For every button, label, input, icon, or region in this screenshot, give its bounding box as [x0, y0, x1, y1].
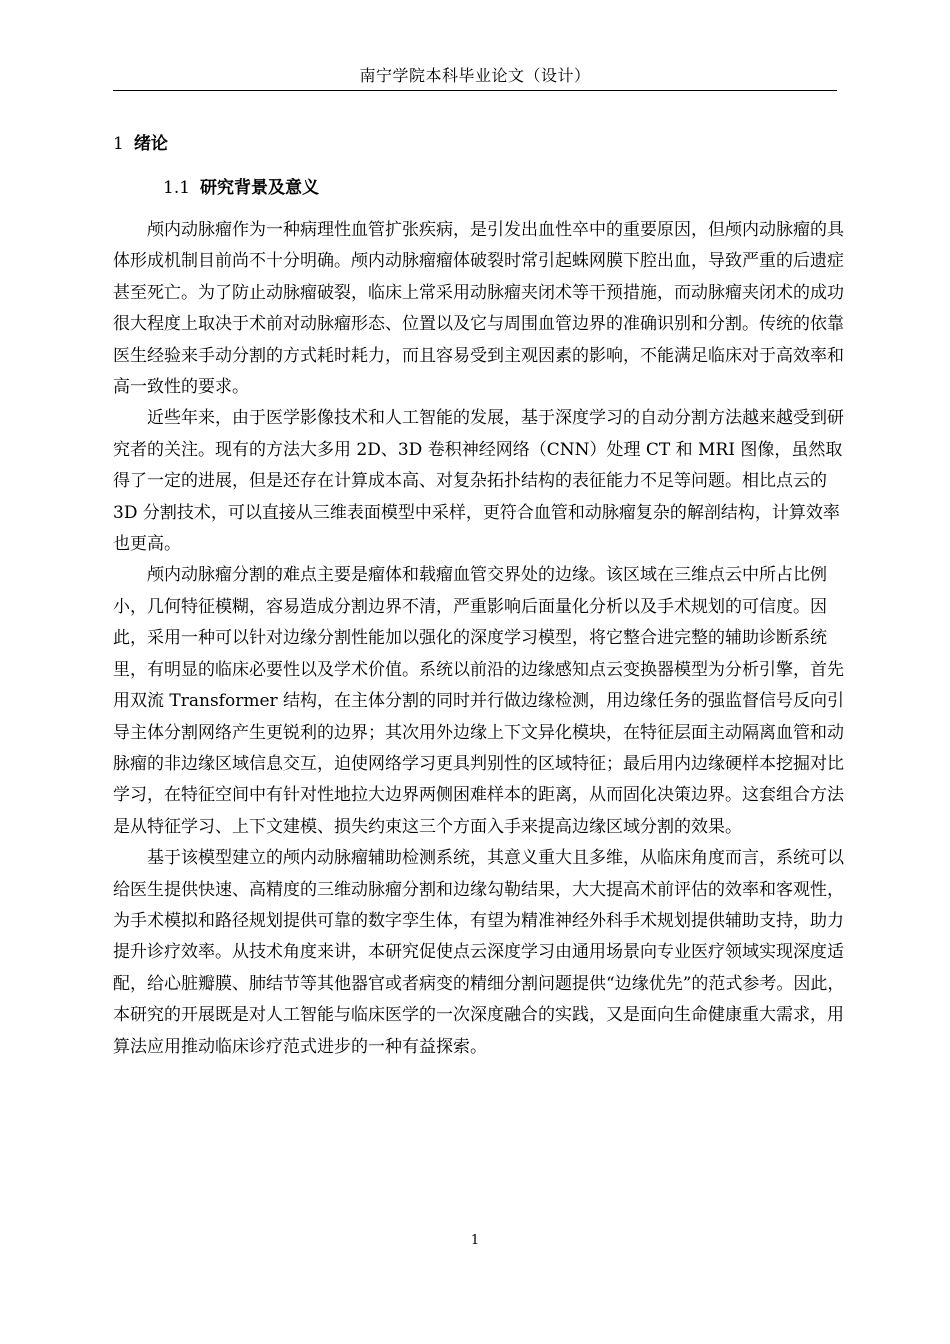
chapter-title: 绪论	[133, 134, 168, 154]
paragraph-4: 基于该模型建立的颅内动脉瘤辅助检测系统，其意义重大且多维，从临床角度而言，系统可以给医生提供快速、高精度的三维动脉瘤分割和边缘勾勒结果，大大提高术前评估的效率和客观性，为手术模拟和路径规划提供可靠的数字孪生体，有望为精准神经外科手术规划提供辅助支持，助力提升诊疗效率。从技术角度来讲，本研究促使点云深度学习由通用场景向专业医疗领域实现深度适配，给心脏瓣膜、肺结节等其他器官或者病变的精细分割问题提供“边缘优先”的范式参考。因此，本研究的开展既是对人工智能与临床医学的一次深度融合的实践，又是面向生命健康重大需求，用算法应用推动临床诊疗范式进步的一种有益探索。	[113, 848, 845, 1057]
section-number: 1.1	[163, 178, 191, 198]
chapter-number: 1	[113, 134, 124, 154]
paragraph-1: 颅内动脉瘤作为一种病理性血管扩张疾病，是引发出血性卒中的重要原因，但颅内动脉瘤的具体形成机制目前尚不十分明确。颅内动脉瘤瘤体破裂时常引起蛛网膜下腔出血，导致严重的后遗症甚至死亡。为了防止动脉瘤破裂，临床上常采用动脉瘤夹闭术等干预措施，而动脉瘤夹闭术的成功很大程度上取决于术前对动脉瘤形态、位置以及它与周围血管边界的准确识别和分割。传统的依靠医生经验来手动分割的方式耗时耗力，而且容易受到主观因素的影响，不能满足临床对于高效率和高一致性的要求。	[113, 220, 844, 398]
paragraph-2: 近些年来，由于医学影像技术和人工智能的发展，基于深度学习的自动分割方法越来越受到研究者的关注。现有的方法大多用 2D、3D 卷积神经网络（CNN）处理 CT 和 MRI 图像，虽然取得了一定的进展，但是还存在计算成本高、对复杂拓扑结构的表征能力不足等问题。相比点云的 3D 分割技术，可以直接从三维表面模型中采样，更符合血管和动脉瘤复杂的解剖结构，计算效率也更高。	[113, 408, 844, 555]
chapter-heading	[113, 130, 168, 158]
section-heading	[163, 174, 319, 202]
section-title: 研究背景及意义	[200, 178, 320, 198]
header-rule	[113, 90, 837, 91]
page-number: 1	[470, 1233, 480, 1248]
running-header: 南宁学院本科毕业论文（设计）	[359, 66, 591, 85]
body-text	[113, 215, 848, 1063]
paragraph-3: 颅内动脉瘤分割的难点主要是瘤体和载瘤血管交界处的边缘。该区域在三维点云中所占比例小，几何特征模糊，容易造成分割边界不清，严重影响后面量化分析以及手术规划的可信度。因此，采用一种可以针对边缘分割性能加以强化的深度学习模型，将它整合进完整的辅助诊断系统里，有明显的临床必要性以及学术价值。系统以前沿的边缘感知点云变换器模型为分析引擎，首先用双流 Transformer 结构，在主体分割的同时并行做边缘检测，用边缘任务的强监督信号反向引导主体分割网络产生更锐利的边界；其次用外边缘上下文异化模块，在特征层面主动隔离血管和动脉瘤的非边缘区域信息交互，迫使网络学习更具判别性的区域特征；最后用内边缘硬样本挖掘对比学习，在特征空间中有针对性地拉大边界两侧困难样本的距离，从而固化决策边界。这套组合方法是从特征学习、上下文建模、损失约束这三个方面入手来提高边缘区域分割的效果。	[113, 565, 845, 837]
